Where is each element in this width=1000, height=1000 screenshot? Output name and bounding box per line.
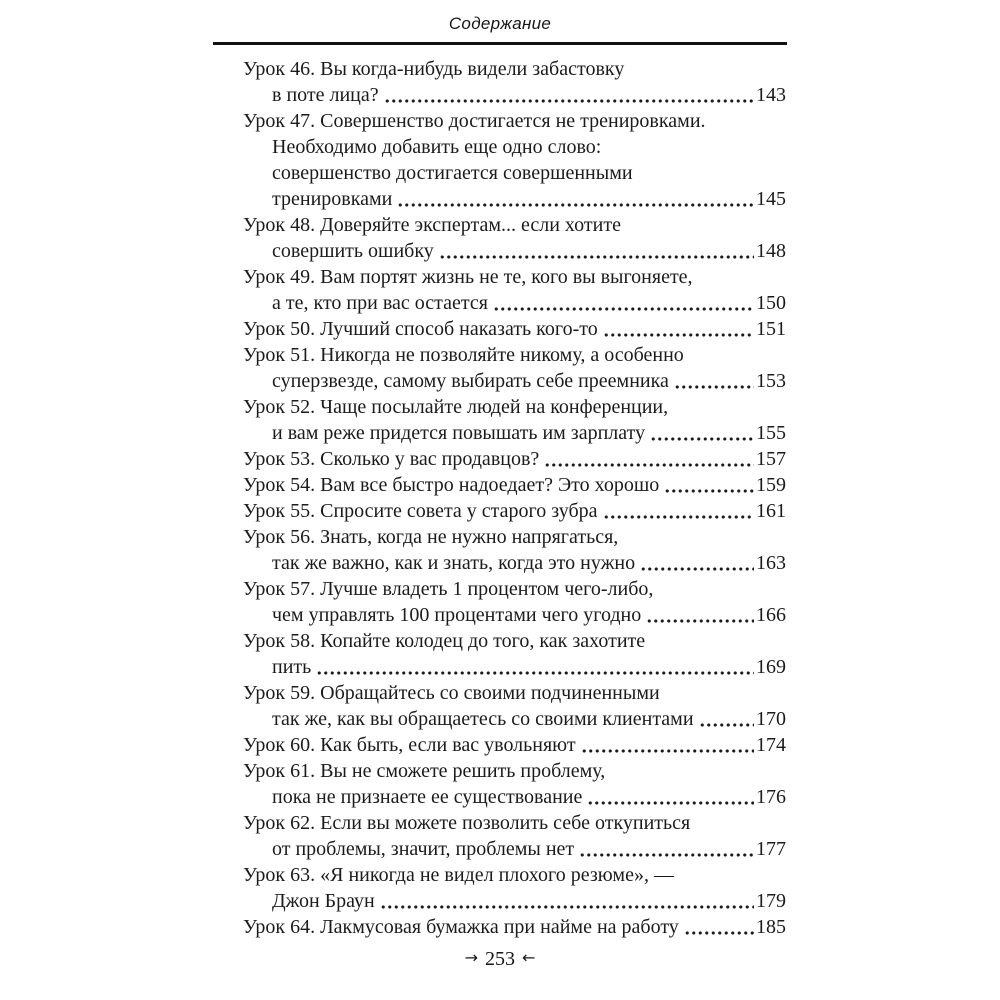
toc-line [243,758,786,784]
dot-leader [684,930,754,936]
toc-entry-text: в поте лица? [272,84,379,106]
toc-line [243,862,786,888]
toc-page-number: 169 [756,656,786,678]
toc-page-number: 150 [756,292,786,314]
toc-entry-text: пока не признаете ее существование [272,786,583,808]
toc-entry-text: Урок 57. Лучше владеть 1 процентом чего-либо, [243,578,654,600]
toc-line [243,888,786,914]
dot-leader [380,904,754,910]
dot-leader [581,748,754,754]
toc-entry-text: Урок 47. Совершенство достигается не тренировками. [243,110,706,132]
toc-entry-text: Урок 46. Вы когда-нибудь видели забастовку [243,58,625,80]
toc-entry-text: Урок 62. Если вы можете позволить себе откупиться [243,812,691,834]
footer-page-number: 253 [485,948,515,970]
toc-entry [243,914,786,940]
toc-entry-text: так же важно, как и знать, когда это нужно [272,552,636,574]
toc-line [243,290,786,316]
toc-entry [243,264,786,316]
toc-entry-text: Джон Браун [272,890,375,912]
toc-entry [243,498,786,524]
toc-line [243,316,786,342]
toc-line [243,810,786,836]
toc-line [243,914,786,940]
page-footer [213,948,787,971]
toc-entry [243,862,786,914]
toc-entry-text: Урок 60. Как быть, если вас увольняют [243,734,576,756]
dot-leader [650,436,754,442]
toc-page-number: 170 [756,708,786,730]
toc-entry-text: суперзвезде, самому выбирать себе преемника [272,370,669,392]
toc-line [243,238,786,264]
toc-entry-text: Урок 52. Чаще посылайте людей на конференции, [243,396,669,418]
toc-entry-text: Урок 61. Вы не сможете решить проблему, [243,760,606,782]
toc-entry-text: Урок 55. Спросите совета у старого зубра [243,500,598,522]
toc-entry-text: и вам реже придется повышать им зарплату [272,422,646,444]
toc-entry-text: Необходимо добавить еще одно слово: [272,136,602,158]
toc-entry-text: Урок 50. Лучший способ наказать кого-то [243,318,598,340]
toc-line [243,524,786,550]
toc-page-number: 161 [756,500,786,522]
toc-line [243,550,786,576]
toc-page-number: 176 [756,786,786,808]
footer-arrow-right-icon: → [464,948,478,967]
running-head [213,14,787,34]
toc-entry-text: Урок 51. Никогда не позволяйте никому, а особенно [243,344,684,366]
toc-entry [243,628,786,680]
toc-entry-text: Урок 59. Обращайтесь со своими подчиненными [243,682,660,704]
toc-line [243,576,786,602]
toc-line [243,420,786,446]
toc-line [243,186,786,212]
toc-entry [243,810,786,862]
dot-leader [646,618,754,624]
dot-leader [674,384,754,390]
dot-leader [397,202,754,208]
page-title: Содержание [448,14,552,33]
toc-entry [243,758,786,810]
toc-entry [243,108,786,212]
dot-leader [316,670,754,676]
toc-entry [243,56,786,108]
table-of-contents [243,56,786,940]
dot-leader [384,98,754,104]
toc-line [243,654,786,680]
toc-entry-text: Урок 56. Знать, когда не нужно напрягаться, [243,526,619,548]
dot-leader [439,254,754,260]
toc-page-number: 179 [756,890,786,912]
toc-entry-text: от проблемы, значит, проблемы нет [272,838,575,860]
toc-entry [243,394,786,446]
toc-entry-text: Урок 63. «Я никогда не видел плохого резюме», — [243,864,674,886]
toc-entry [243,342,786,394]
header-rule [213,42,787,45]
toc-line [243,212,786,238]
toc-page-number: 145 [756,188,786,210]
toc-entry [243,446,786,472]
toc-page-number: 148 [756,240,786,262]
toc-line [243,134,786,160]
toc-page-number: 151 [756,318,786,340]
toc-entry [243,680,786,732]
dot-leader [603,514,754,520]
dot-leader [664,488,754,494]
toc-entry-text: совершить ошибку [272,240,434,262]
toc-entry [243,316,786,342]
toc-line [243,680,786,706]
dot-leader [699,722,754,728]
toc-line [243,160,786,186]
toc-line [243,82,786,108]
toc-entry [243,732,786,758]
toc-line [243,732,786,758]
toc-line [243,784,786,810]
toc-page-number: 155 [756,422,786,444]
toc-page-number: 153 [756,370,786,392]
toc-entry-text: Урок 58. Копайте колодец до того, как захотите [243,630,646,652]
toc-line [243,472,786,498]
toc-entry-text: тренировками [272,188,393,210]
toc-line [243,446,786,472]
dot-leader [640,566,754,572]
toc-entry-text: совершенство достигается совершенными [272,162,633,184]
toc-entry-text: Урок 54. Вам все быстро надоедает? Это хорошо [243,474,660,496]
toc-line [243,342,786,368]
toc-line [243,108,786,134]
toc-line [243,602,786,628]
toc-entry-text: Урок 53. Сколько у вас продавцов? [243,448,540,470]
dot-leader [493,306,754,312]
toc-page-number: 185 [756,916,786,938]
toc-line [243,836,786,862]
toc-entry-text: Урок 48. Доверяйте экспертам... если хотите [243,214,621,236]
dot-leader [579,852,754,858]
toc-line [243,628,786,654]
dot-leader [587,800,754,806]
toc-page-number: 163 [756,552,786,574]
toc-entry-text: чем управлять 100 процентами чего угодно [272,604,642,626]
dot-leader [603,332,754,338]
footer-arrow-left-icon: ← [522,948,536,967]
toc-entry [243,212,786,264]
toc-entry-text: а те, кто при вас остается [272,292,488,314]
toc-line [243,368,786,394]
toc-page-number: 157 [756,448,786,470]
toc-entry-text: пить [272,656,312,678]
toc-line [243,264,786,290]
toc-page-number: 166 [756,604,786,626]
dot-leader [544,462,754,468]
toc-page-number: 143 [756,84,786,106]
toc-entry-text: Урок 49. Вам портят жизнь не те, кого вы выгоняете, [243,266,693,288]
toc-entry [243,524,786,576]
toc-entry-text: так же, как вы обращаетесь со своими клиентами [272,708,694,730]
toc-entry-text: Урок 64. Лакмусовая бумажка при найме на работу [243,916,679,938]
toc-line [243,56,786,82]
toc-page-number: 174 [756,734,786,756]
toc-line [243,706,786,732]
toc-line [243,498,786,524]
toc-page-number: 159 [756,474,786,496]
toc-entry [243,472,786,498]
toc-entry [243,576,786,628]
toc-line [243,394,786,420]
toc-page-number: 177 [756,838,786,860]
